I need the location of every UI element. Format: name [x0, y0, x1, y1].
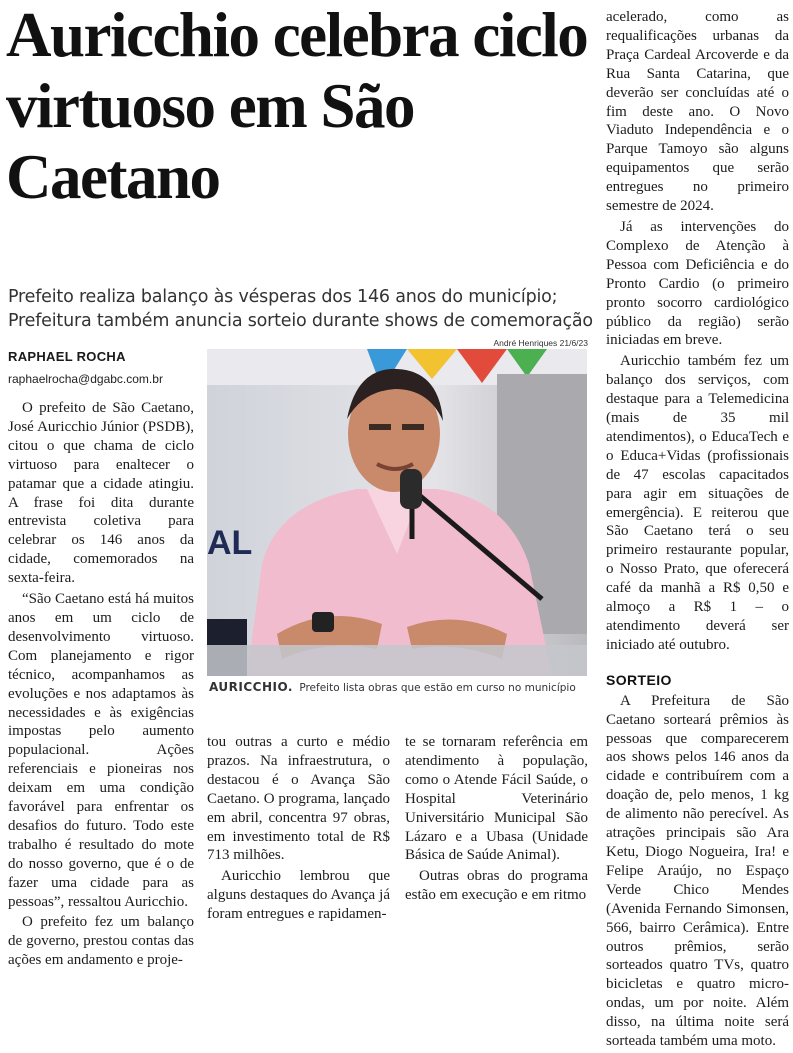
svg-text:AL: AL — [207, 524, 253, 562]
byline — [8, 349, 198, 386]
column-1 — [8, 399, 194, 972]
paragraph: Auricchio lembrou que alguns destaques do Avança já foram entregues e rapidamen- — [207, 868, 390, 923]
speaker-illustration — [207, 349, 587, 676]
photo-caption — [209, 680, 589, 694]
column-2 — [207, 733, 390, 926]
photo-credit: André Henriques 21/6/23 — [493, 338, 588, 348]
paragraph: O prefeito de São Caetano, José Auricchio Júnior (PSDB), citou o que chama de ciclo virtuoso para enaltecer o patamar que a cidade atingiu. A frase foi dita durante entrevista coletiva para celebrar os 146 anos da cidade, comemorados na sexta-feira. — [8, 400, 194, 587]
paragraph: Auricchio também fez um balanço dos serviços, com destaque para a Telemedicina (mais de 35 mil atendimentos), o EducaTech e o Educa+Vidas (profissionais de 47 escolas capacitados para agir em situações de emergência). E reiterou que São Caetano terá o seu primeiro restaurante popular, o Nosso Prato, que oferecerá café da manhã a R$ 0,50 e almoço a R$ 1 – o atendimento deverá ser iniciado até outubro. — [606, 353, 789, 653]
paragraph: Outras obras do programa estão em execução e em ritmo — [405, 868, 588, 904]
paragraph: O prefeito fez um balanço de governo, prestou contas das ações em andamento e proje- — [8, 914, 194, 969]
news-photo — [207, 349, 587, 676]
paragraph: A Prefeitura de São Caetano sorteará prêmios às pessoas que comparecerem aos shows pelos 146 anos da cidade e contribuírem com a doação de, pelo menos, 1 kg de alimento não perecível. As atrações principais são Ara Ketu, Diogo Nogueira, Ira! e Felipe Araújo, no Espaço Verde Chico Mendes (Avenida Fernando Simonsen, 566, bairro Cerâmica). Entre outros prêmios, serão sorteados quatro TVs, quatro bicicletas e quatro micro-ondas, um por noite. Além disso, na última noite será sorteada também uma moto. — [606, 692, 789, 1050]
headline: Auricchio celebra ciclo virtuoso em São Caetano — [6, 0, 588, 212]
section-heading: SORTEIO — [606, 671, 672, 688]
paragraph: tou outras a curto e médio prazos. Na infraestrutura, o destacou é o Avança São Caetano. O programa, lançado em abril, concentra 97 obras, em investimento total de R$ 713 milhões. — [207, 734, 390, 864]
caption-text: Prefeito lista obras que estão em curso no município — [299, 682, 576, 694]
caption-label: AURICCHIO. — [209, 680, 293, 694]
author-name: RAPHAEL ROCHA — [8, 349, 126, 364]
subheadline: Prefeito realiza balanço às vésperas dos 146 anos do município; Prefeitura também anuncia sorteio durante shows de comemoração — [8, 287, 593, 331]
author-email[interactable]: raphaelrocha@dgabc.com.br — [8, 372, 163, 386]
paragraph: Já as intervenções do Complexo de Atenção à Pessoa com Deficiência e do Pronto Cardio (o primeiro pronto socorro cardiológico público da região) serão iniciadas em breve. — [606, 218, 789, 349]
column-4 — [606, 8, 789, 1053]
column-3 — [405, 733, 588, 907]
paragraph: “São Caetano está há muitos anos em um ciclo de desenvolvimento virtuoso. Com planejamento e rigor técnico, acompanhamos as evoluções e nos adaptamos às necessidades e às exigências impostas pelo aumento populacional. Ações referenciais e pioneiras nos deixam em uma condição favorável para enfrentar os desafios do futuro. Todo este trabalho é resultado do mote do nosso governo, que é o de fazer uma cidade para as pessoas”, ressaltou Auricchio. — [8, 591, 194, 910]
paragraph: te se tornaram referência em atendimento à população, como o Atende Fácil Saúde, o Hospital Veterinário Universitário Municipal São Lázaro e a Ubasa (Unidade Básica de Saúde Animal). — [405, 734, 588, 864]
paragraph: acelerado, como as requalificações urbanas da Praça Cardeal Arcoverde e da Rua Santa Catarina, que deverão ser concluídas até o fim deste ano. O Novo Viaduto Independência e o Parque Tamoyo são alguns equipamentos que serão entregues no primeiro semestre de 2024. — [606, 9, 789, 215]
